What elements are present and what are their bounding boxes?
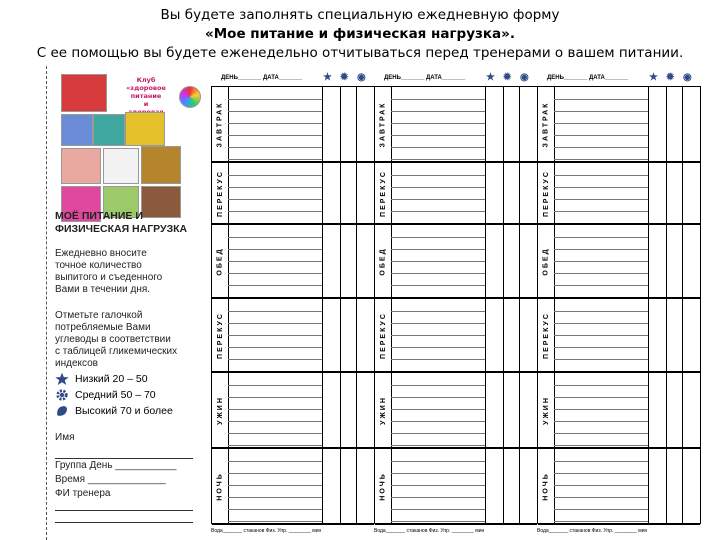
meal-label: ОБЕД — [375, 225, 392, 297]
instruction-line: точное количество — [55, 260, 142, 271]
meal-label: НОЧЬ — [212, 449, 229, 523]
meal-section — [212, 373, 374, 449]
water-exercise-footer[interactable]: Вода_______ стаканов Физ. Упр. ________ мин — [374, 528, 485, 534]
day-column — [211, 72, 375, 540]
instruction-line: углеводы в соответствии — [55, 334, 171, 345]
meal-entry-rows[interactable] — [554, 87, 700, 161]
meal-section — [212, 449, 374, 525]
meal-entry-rows[interactable] — [554, 373, 700, 447]
form-title-1: МОЁ ПИТАНИЕ И — [55, 210, 143, 222]
instruction-line: выпитого и съеденного — [55, 272, 163, 283]
trainer-line[interactable] — [55, 510, 193, 511]
photo-tile — [93, 114, 125, 146]
meal-label: ОБЕД — [212, 225, 229, 297]
instruction-line: индексов — [55, 358, 98, 369]
photo-collage — [53, 72, 199, 268]
instruction-line: потребляемые Вами — [55, 322, 151, 333]
info-banner — [0, 0, 720, 62]
meal-section — [375, 87, 537, 163]
meal-label: ОБЕД — [538, 225, 555, 297]
meal-label: ЗАВТРАК — [538, 87, 555, 161]
drop-icon: ◉ — [520, 72, 529, 83]
group-label: Группа День ___________ — [55, 460, 177, 471]
meal-section — [538, 163, 700, 225]
gi-low-row: Низкий 20 – 50 — [55, 372, 148, 386]
diet-form-sheet — [46, 66, 691, 540]
meal-section — [212, 87, 374, 163]
meal-entry-rows[interactable] — [391, 449, 537, 523]
meal-section — [538, 225, 700, 299]
star-icon: ★ — [323, 72, 332, 83]
meal-label: ПЕРЕКУС — [538, 163, 555, 223]
meal-entry-rows[interactable] — [228, 87, 374, 161]
meal-entry-rows[interactable] — [391, 225, 537, 297]
water-exercise-footer[interactable]: Вода_______ стаканов Физ. Упр. ________ мин — [211, 528, 322, 534]
photo-tile — [61, 148, 101, 184]
meal-entry-rows[interactable] — [228, 225, 374, 297]
photo-tile — [61, 74, 107, 112]
meal-section — [375, 163, 537, 225]
trainer-label: ФИ тренера — [55, 488, 111, 499]
banner-line-3: С ее помощью вы будете еженедельно отчитываться перед тренерами о вашем питании. — [36, 45, 684, 61]
star-icon — [55, 372, 69, 386]
meal-entry-rows[interactable] — [228, 163, 374, 223]
meal-section — [375, 299, 537, 373]
star-icon: ★ — [486, 72, 495, 83]
photo-tile — [125, 112, 165, 146]
meal-section — [538, 373, 700, 449]
meal-label: ЗАВТРАК — [212, 87, 229, 161]
instruction-line: с таблицей гликемических — [55, 346, 178, 357]
meal-label: УЖИН — [375, 373, 392, 447]
meal-label: ПЕРЕКУС — [375, 299, 392, 371]
club-logo-text: Клуб «здоровое питание и — [126, 76, 166, 108]
meal-section — [538, 87, 700, 163]
banner-line-1: Вы будете заполнять специальную ежедневную форму — [160, 7, 560, 23]
drop-icon: ◉ — [683, 72, 692, 83]
form-left-panel — [51, 66, 201, 540]
meal-label: ПЕРЕКУС — [212, 299, 229, 371]
meal-entry-rows[interactable] — [554, 449, 700, 523]
meal-section — [375, 449, 537, 525]
gi-high-row: Высокий 70 и более — [55, 404, 173, 418]
day-date-label[interactable]: ДЕНЬ_______ ДАТА_______ — [384, 75, 466, 81]
meal-section — [375, 373, 537, 449]
gear-icon: ✹ — [666, 72, 675, 83]
banner-line-2: «Мое питание и физическая нагрузка». — [205, 26, 515, 42]
meal-label: НОЧЬ — [375, 449, 392, 523]
photo-tile — [103, 148, 139, 184]
meal-entry-rows[interactable] — [391, 87, 537, 161]
name-label: Имя — [55, 432, 75, 443]
instruction-line: Отметьте галочкой — [55, 310, 143, 321]
day-column — [537, 72, 701, 540]
meal-entry-rows[interactable] — [228, 299, 374, 371]
rainbow-logo-icon — [179, 86, 201, 108]
meal-grid — [211, 86, 375, 524]
photo-tile — [61, 114, 93, 146]
meal-label: ПЕРЕКУС — [375, 163, 392, 223]
meal-entry-rows[interactable] — [391, 373, 537, 447]
photo-tile — [141, 146, 181, 184]
star-icon: ★ — [649, 72, 658, 83]
meal-label: НОЧЬ — [538, 449, 555, 523]
meal-entry-rows[interactable] — [391, 163, 537, 223]
drop-icon — [55, 404, 69, 418]
meal-label: ЗАВТРАК — [375, 87, 392, 161]
meal-label: ПЕРЕКУС — [538, 299, 555, 371]
meal-section — [538, 299, 700, 373]
gear-icon — [55, 388, 69, 402]
time-label: Время ______________ — [55, 474, 166, 485]
meal-entry-rows[interactable] — [554, 225, 700, 297]
meal-grid — [537, 86, 701, 524]
instruction-line: Ежедневно вносите — [55, 248, 147, 259]
meal-entry-rows[interactable] — [228, 449, 374, 523]
meal-entry-rows[interactable] — [554, 163, 700, 223]
day-column — [374, 72, 538, 540]
meal-section — [212, 299, 374, 373]
meal-label: УЖИН — [212, 373, 229, 447]
meal-entry-rows[interactable] — [228, 373, 374, 447]
gear-icon: ✹ — [340, 72, 349, 83]
trainer-line[interactable] — [55, 522, 193, 523]
meal-section — [538, 449, 700, 525]
drop-icon: ◉ — [357, 72, 366, 83]
day-date-label[interactable]: ДЕНЬ_______ ДАТА_______ — [221, 75, 303, 81]
meal-entry-rows[interactable] — [391, 299, 537, 371]
meal-section — [375, 225, 537, 299]
day-header — [374, 72, 538, 86]
form-title-2: ФИЗИЧЕСКАЯ НАГРУЗКА — [55, 223, 188, 235]
meal-grid — [374, 86, 538, 524]
meal-section — [212, 225, 374, 299]
instruction-line: Вами в течении дня. — [55, 284, 151, 295]
day-date-label[interactable]: ДЕНЬ_______ ДАТА_______ — [547, 75, 629, 81]
gear-icon: ✹ — [503, 72, 512, 83]
day-header — [211, 72, 375, 86]
day-header — [537, 72, 701, 86]
name-line[interactable] — [55, 458, 193, 459]
meal-entry-rows[interactable] — [554, 299, 700, 371]
meal-label: УЖИН — [538, 373, 555, 447]
gi-mid-row: Средний 50 – 70 — [55, 388, 156, 402]
water-exercise-footer[interactable]: Вода_______ стаканов Физ. Упр. ________ мин — [537, 528, 648, 534]
photo-tile — [141, 186, 181, 218]
meal-section — [212, 163, 374, 225]
meal-label: ПЕРЕКУС — [212, 163, 229, 223]
